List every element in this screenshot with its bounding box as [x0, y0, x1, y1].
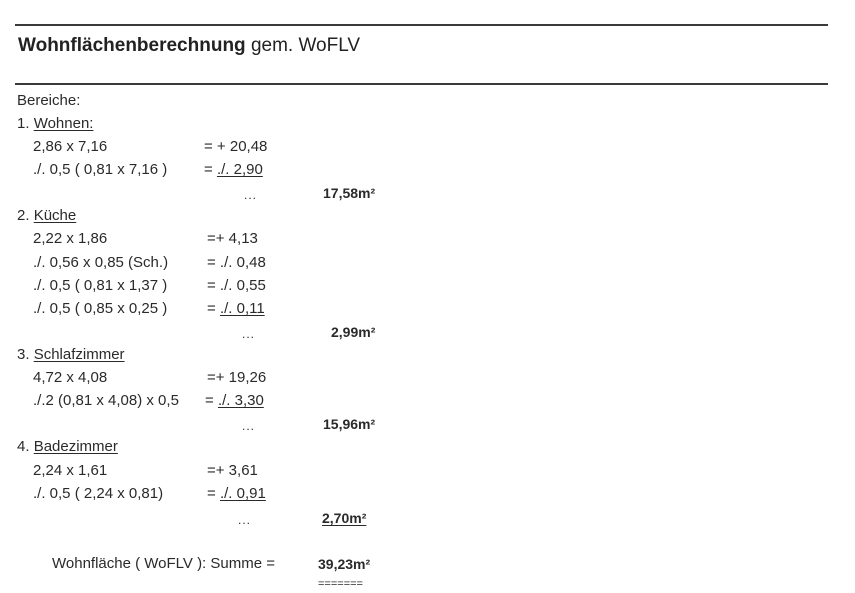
eq-underlined: ./. 2,90 — [216, 161, 263, 178]
section-heading-kueche — [17, 207, 76, 225]
section-result: 2,99m² — [331, 324, 376, 340]
calc-value-underlined — [204, 161, 263, 179]
header-rule — [15, 83, 828, 85]
continuation-dots: ... — [242, 327, 256, 341]
section-result: 17,58m² — [323, 185, 376, 201]
continuation-dots: ... — [244, 188, 258, 202]
section-result: 15,96m² — [323, 416, 376, 432]
summary-label: Wohnfläche ( WoFLV ): Summe = — [52, 555, 276, 572]
calc-value: = ./. 0,48 — [207, 254, 266, 271]
calc-value-underlined — [205, 392, 264, 410]
calc-expression: ./. 0,5 ( 2,24 x 0,81) — [33, 485, 164, 502]
section-heading-schlafzimmer — [17, 346, 125, 364]
calc-expression: ./. 0,5 ( 0,85 x 0,25 ) — [33, 300, 168, 317]
section-result: 2,70m² — [322, 510, 367, 526]
eq-prefix: = — [207, 485, 220, 502]
continuation-dots: ... — [238, 513, 252, 527]
page-title — [18, 35, 360, 57]
eq-prefix: = — [204, 161, 217, 178]
title-rest: gem. WoFLV — [245, 35, 361, 56]
section-heading-wohnen — [17, 115, 93, 133]
section-number: 2. — [17, 207, 34, 224]
summary-total: 39,23m² — [318, 556, 371, 572]
calc-value-underlined — [207, 300, 265, 318]
title-bold: Wohnflächenberechnung — [18, 35, 246, 56]
calc-value-underlined — [207, 485, 266, 503]
section-name: Badezimmer — [33, 438, 118, 455]
calc-expression: 2,24 x 1,61 — [33, 462, 108, 479]
section-name: Schlafzimmer — [33, 346, 125, 363]
calc-value: =+ 19,26 — [207, 369, 267, 386]
calc-expression: ./. 0,5 ( 0,81 x 7,16 ) — [33, 161, 168, 178]
calc-value: = + 20,48 — [204, 138, 268, 155]
calc-expression: ./. 0,5 ( 0,81 x 1,37 ) — [33, 277, 168, 294]
section-name: Küche — [33, 207, 77, 224]
calc-value: = ./. 0,55 — [207, 277, 266, 294]
section-number: 4. — [17, 438, 34, 455]
calc-expression: ./. 0,56 x 0,85 (Sch.) — [33, 254, 169, 271]
summary-double-rule: ======= — [318, 578, 363, 590]
calc-value: =+ 4,13 — [207, 230, 258, 247]
eq-prefix: = — [205, 392, 218, 409]
section-number: 1. — [17, 115, 34, 132]
eq-prefix: = — [207, 300, 220, 317]
calc-expression: 2,86 x 7,16 — [33, 138, 108, 155]
bereiche-label: Bereiche: — [17, 92, 81, 109]
eq-underlined: ./. 0,11 — [219, 300, 265, 317]
eq-underlined: ./. 0,91 — [219, 485, 266, 502]
calc-expression: 2,22 x 1,86 — [33, 230, 108, 247]
calc-expression: 4,72 x 4,08 — [33, 369, 108, 386]
section-number: 3. — [17, 346, 34, 363]
top-rule — [15, 24, 828, 26]
calc-value: =+ 3,61 — [207, 462, 258, 479]
eq-underlined: ./. 3,30 — [217, 392, 264, 409]
continuation-dots: ... — [242, 419, 256, 433]
section-name: Wohnen: — [33, 115, 94, 132]
calc-expression: ./.2 (0,81 x 4,08) x 0,5 — [33, 392, 179, 409]
section-heading-badezimmer — [17, 438, 118, 456]
